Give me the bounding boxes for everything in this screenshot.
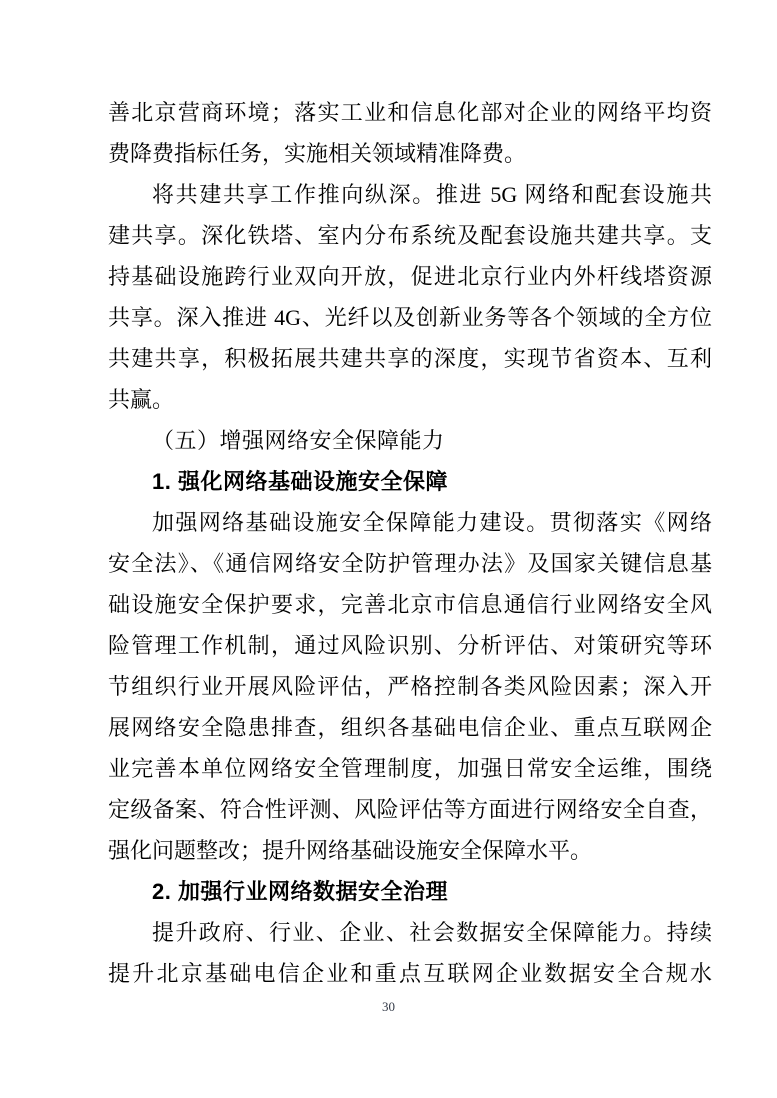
- text-line: 1. 强化网络基础设施安全保障: [152, 469, 448, 494]
- text-line: 共赢。: [108, 387, 175, 412]
- text-line: 提升政府、行业、企业、社会数据安全保障能力。持续: [152, 920, 712, 945]
- text-line: 险管理工作机制，通过风险识别、分析评估、对策研究等环: [108, 633, 712, 658]
- document-text-block: [108, 92, 712, 994]
- text-line: 2. 加强行业网络数据安全治理: [152, 879, 448, 904]
- text-line: （五）增强网络安全保障能力: [152, 428, 445, 453]
- text-line: 定级备案、符合性评测、风险评估等方面进行网络安全自查，: [108, 797, 712, 822]
- text-line: 费降费指标任务，实施相关领域精准降费。: [108, 141, 527, 166]
- text-line: 础设施安全保护要求，完善北京市信息通信行业网络安全风: [108, 592, 712, 617]
- page-number: 30: [382, 999, 395, 1014]
- text-line: 安全法》、《通信网络安全防护管理办法》及国家关键信息基: [108, 551, 712, 576]
- text-line: 共享。深入推进 4G、光纤以及创新业务等各个领域的全方位: [108, 305, 712, 330]
- text-line: 将共建共享工作推向纵深。推进 5G 网络和配套设施共: [152, 182, 712, 207]
- text-line: 持基础设施跨行业双向开放，促进北京行业内外杆线塔资源: [108, 264, 712, 289]
- text-line: 展网络安全隐患排查，组织各基础电信企业、重点互联网企: [108, 715, 712, 740]
- text-line: 提升北京基础电信企业和重点互联网企业数据安全合规水: [108, 961, 712, 986]
- text-line: 节组织行业开展风险评估，严格控制各类风险因素；深入开: [108, 674, 712, 699]
- text-line: 业完善本单位网络安全管理制度，加强日常安全运维，围绕: [108, 756, 712, 781]
- text-line: 强化问题整改；提升网络基础设施安全保障水平。: [108, 838, 593, 863]
- text-line: 加强网络基础设施安全保障能力建设。贯彻落实《网络: [152, 510, 712, 535]
- text-line: 建共享。深化铁塔、室内分布系统及配套设施共建共享。支: [108, 223, 712, 248]
- text-line: 共建共享，积极拓展共建共享的深度，实现节省资本、互利: [108, 346, 712, 371]
- text-line: 善北京营商环境；落实工业和信息化部对企业的网络平均资: [108, 100, 712, 125]
